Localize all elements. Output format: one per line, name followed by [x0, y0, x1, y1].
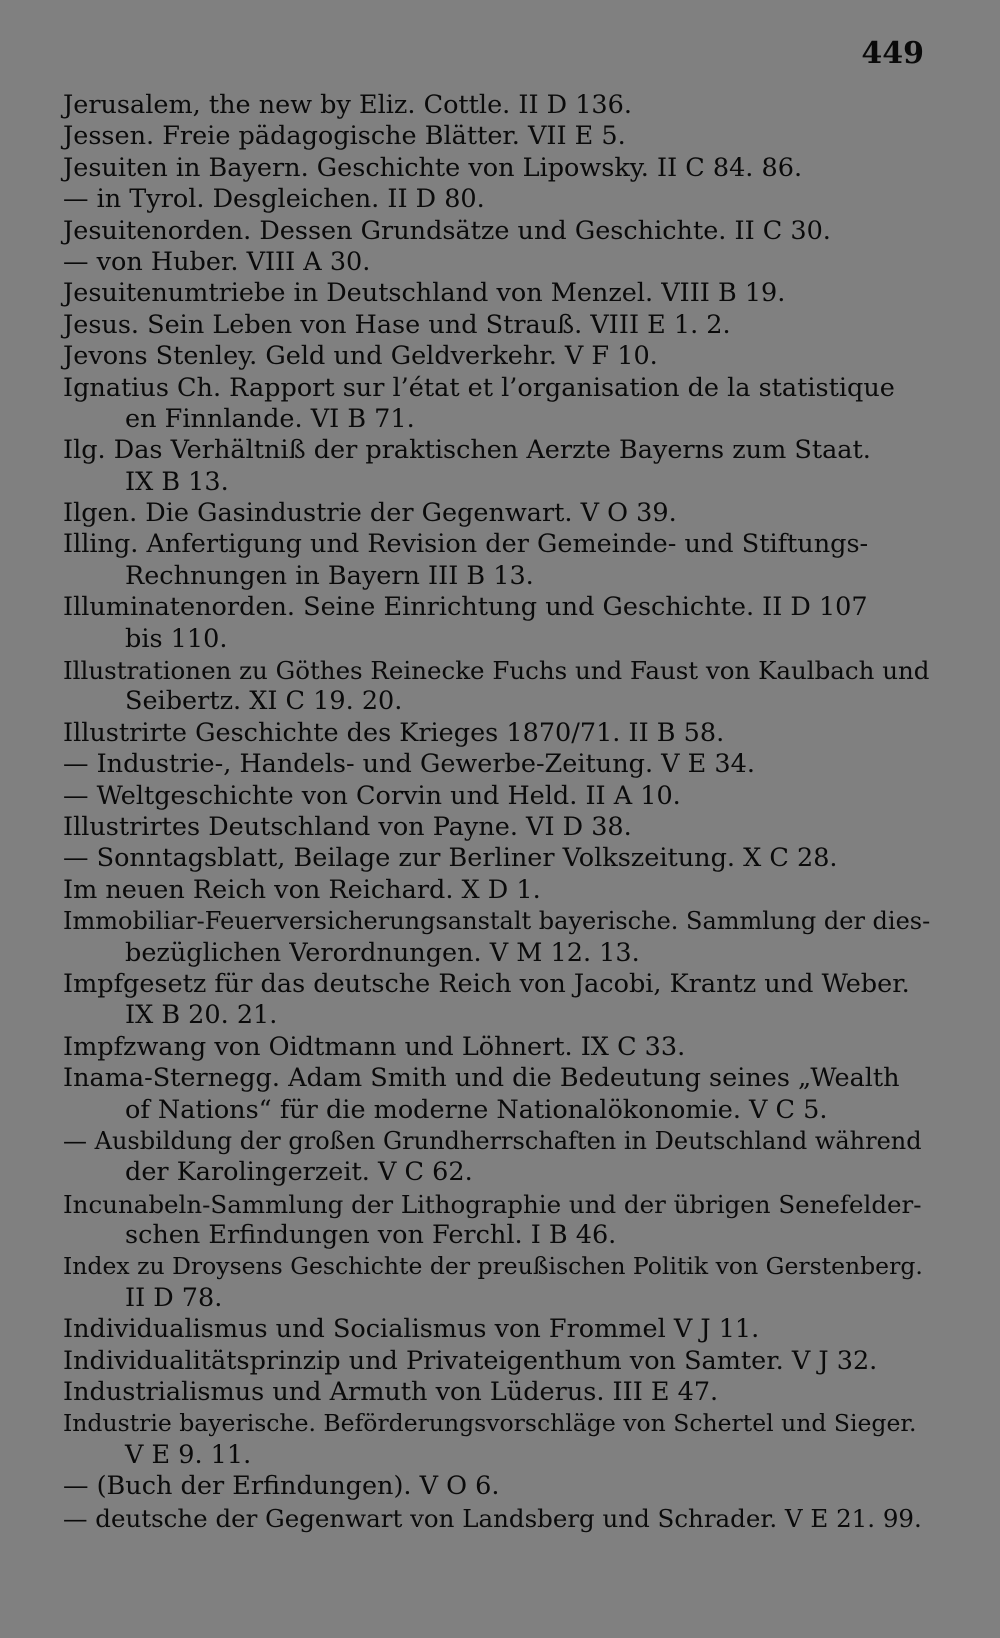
index-entry-line: Jessen. Freie pädagogische Blätter. VII E 5. [63, 121, 626, 152]
index-entry-line: Ilg. Das Verhältniß der praktischen Aerzte Bayerns zum Staat. [63, 435, 871, 466]
index-entry-line: Inama-Sternegg. Adam Smith und die Bedeutung seines „Wealth [63, 1063, 900, 1094]
index-entry-line: Index zu Droysens Geschichte der preußischen Politik von Gerstenberg. [63, 1252, 923, 1281]
index-entry-line: Jevons Stenley. Geld und Geldverkehr. V F 10. [63, 341, 658, 372]
index-entry-continuation: Rechnungen in Bayern III B 13. [125, 560, 534, 591]
index-entry-line: Individualismus und Socialismus von Frommel V J 11. [63, 1314, 760, 1345]
index-entry-line: Illustrirtes Deutschland von Payne. VI D 38. [63, 811, 632, 842]
index-entry-continuation: bis 110. [125, 623, 228, 654]
page-number: 449 [861, 36, 924, 71]
index-entry-line: Illustrationen zu Göthes Reinecke Fuchs und Faust von Kaulbach und [63, 656, 930, 686]
index-entry-line: Illustrirte Geschichte des Krieges 1870/71. II B 58. [63, 717, 725, 748]
index-entry-continuation: IX B 20. 21. [125, 1000, 278, 1031]
index-entry-continuation: II D 78. [125, 1282, 223, 1313]
index-entry-continuation: Seibertz. XI C 19. 20. [125, 686, 403, 717]
index-entry-line: — deutsche der Gegenwart von Landsberg und Schrader. V E 21. 99. [63, 1503, 922, 1533]
index-entry-line: — Weltgeschichte von Corvin und Held. II A 10. [63, 780, 681, 811]
index-entry-line: — von Huber. VIII A 30. [63, 246, 371, 277]
index-entry-line: Incunabeln-Sammlung der Lithographie und der übrigen Senefelder- [63, 1189, 922, 1219]
index-entry-line: Ignatius Ch. Rapport sur l’état et l’organisation de la statistique [63, 372, 895, 403]
index-entry-line: Jerusalem, the new by Eliz. Cottle. II D 136. [63, 90, 632, 120]
index-entry-line: Impfgesetz für das deutsche Reich von Jacobi, Krantz und Weber. [63, 968, 910, 999]
index-entry-line: — Industrie-, Handels- und Gewerbe-Zeitung. V E 34. [63, 749, 755, 780]
index-entry-line: Individualitätsprinzip und Privateigenthum von Samter. V J 32. [63, 1345, 878, 1376]
index-entry-line: Im neuen Reich von Reichard. X D 1. [63, 874, 541, 905]
index-entry-line: Illing. Anfertigung und Revision der Gemeinde- und Stiftungs- [63, 529, 869, 560]
index-entry-line: Impfzwang von Oidtmann und Löhnert. IX C 33. [63, 1031, 686, 1062]
index-entry-line: Jesuiten in Bayern. Geschichte von Lipowsky. II C 84. 86. [63, 152, 803, 183]
index-entry-line: — Ausbildung der großen Grundherrschaften in Deutschland während [63, 1126, 922, 1155]
index-entry-line: — (Buch der Erfindungen). V O 6. [63, 1471, 500, 1502]
index-entry-continuation: der Karolingerzeit. V C 62. [125, 1157, 473, 1188]
index-entry-line: Ilgen. Die Gasindustrie der Gegenwart. V O 39. [63, 498, 677, 529]
index-entry-continuation: schen Erfindungen von Ferchl. I B 46. [125, 1220, 617, 1251]
index-entry-continuation: IX B 13. [125, 466, 229, 497]
index-entry-line: Immobiliar-Feuerversicherungsanstalt bayerische. Sammlung der dies- [63, 907, 931, 936]
index-entry-continuation: of Nations“ für die moderne Nationalökonomie. V C 5. [125, 1094, 828, 1125]
index-entry-line: Industrialismus und Armuth von Lüderus. III E 47. [63, 1377, 719, 1408]
index-entries [63, 90, 931, 1534]
index-entry-line: Illuminatenorden. Seine Einrichtung und Geschichte. II D 107 [63, 592, 868, 623]
index-entry-continuation: en Finnlande. VI B 71. [125, 403, 415, 434]
index-entry-line: Jesuitenumtriebe in Deutschland von Menzel. VIII B 19. [63, 278, 786, 309]
index-entry-continuation: V E 9. 11. [125, 1439, 252, 1470]
index-entry-continuation: bezüglichen Verordnungen. V M 12. 13. [125, 937, 640, 968]
index-entry-line: — in Tyrol. Desgleichen. II D 80. [63, 184, 485, 215]
index-entry-line: Jesuitenorden. Dessen Grundsätze und Geschichte. II C 30. [63, 215, 831, 246]
index-entry-line: Industrie bayerische. Beförderungsvorschläge von Schertel und Sieger. [63, 1409, 917, 1438]
index-entry-line: — Sonntagsblatt, Beilage zur Berliner Volkszeitung. X C 28. [63, 843, 838, 874]
index-entry-line: Jesus. Sein Leben von Hase und Strauß. VIII E 1. 2. [63, 309, 731, 340]
